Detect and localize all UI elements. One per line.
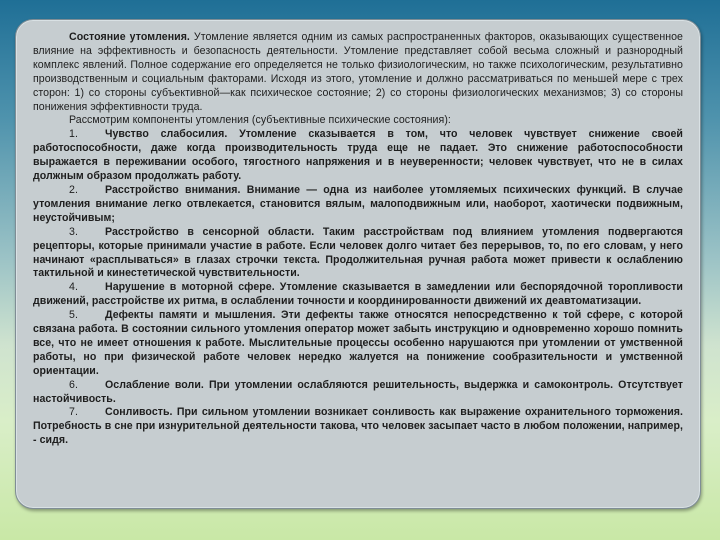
item-text: Расстройство в сенсорной области. Таким расстройствам под влиянием утомления подвергаются рецепторы, которые принимали участие в работе. Если человек долго читает без перерывов, то, по его словам, у него начинают «расплываться» в глазах строчки текста. Продолжительная ручная работа может привести к ослаблению тактильной и кинестетической чувствительности. [33,225,683,280]
item-number: 7. [69,406,78,419]
item-text: Дефекты памяти и мышления. Эти дефекты также относятся непосредственно к той сфере, с которой связана работа. В состоянии сильного утомления оператор может забыть инструкцию и одновременно хорошо помнить все, что не имеет отношения к работе. Мыслительные процессы особенно нарушаются при утомлении от умственной работы, но при физической работе человек нередко жалуется на понижение сообразительности и умственной ориентации. [33,309,683,377]
list-item [33,226,683,282]
document-body [33,31,683,448]
list-item [33,128,683,184]
intro-paragraph [33,31,683,114]
list-item [33,309,683,379]
item-number: 3. [69,225,78,238]
item-text: Ослабление воли. При утомлении ослабляются решительность, выдержка и самоконтроль. Отсутствует настойчивость. [33,378,683,405]
intro-text: Утомление является одним из самых распространенных факторов, оказывающих существенное влияние на эффективность и безопасность деятельности. Утомление представляет собой весьма сложный и разнородный комплекс явлений. Полное содержание его определяется не только физиологическим, но также психологическим, результативно производственным и социальным факторами. Исходя из этого, утомление и должно рассматриваться по меньшей мере с трех сторон: 1) со стороны субъективной—как психическое состояние; 2) со стороны физиологических механизмов; 3) со стороны понижения эффективности труда. [33,31,684,113]
components-intro: Рассмотрим компоненты утомления (субъективные психические состояния): [69,114,451,127]
item-number: 1. [69,128,78,141]
slide-panel [15,19,701,509]
item-text: Чувство слабосилия. Утомление сказывается в том, что человек чувствует снижение своей работоспособности, даже когда производительность труда еще не падает. Это снижение работоспособности выражается в переживании особого, тягостного напряжения и в неуверенности; человек чувствует, что не в силах должным образом продолжать работу. [33,128,683,183]
item-number: 2. [69,183,78,196]
item-text: Нарушение в моторной сфере. Утомление сказывается в замедлении или беспорядочной торопливости движений, расстройстве их ритма, в ослаблении точности и координированности движений их деавтоматизации. [33,281,683,308]
item-number: 6. [69,378,78,391]
item-number: 5. [69,309,78,322]
item-text: Расстройство внимания. Внимание — одна из наиболее утомляемых психических функций. В случае утомления внимание легко отвлекается, становится вялым, малоподвижным или, наоборот, хаотически подвижным, неустойчивым; [33,183,683,224]
item-text: Сонливость. При сильном утомлении возникает сонливость как выражение охранительного торможения. Потребность в сне при изнурительной деятельности такова, что человек засыпает часто в любом положении, например, - сидя. [33,406,683,447]
list-item [33,281,683,309]
list-item [33,184,683,226]
list-item [33,379,683,407]
item-number: 4. [69,281,78,294]
list-item [33,406,683,448]
intro-title: Состояние утомления. [69,31,190,43]
